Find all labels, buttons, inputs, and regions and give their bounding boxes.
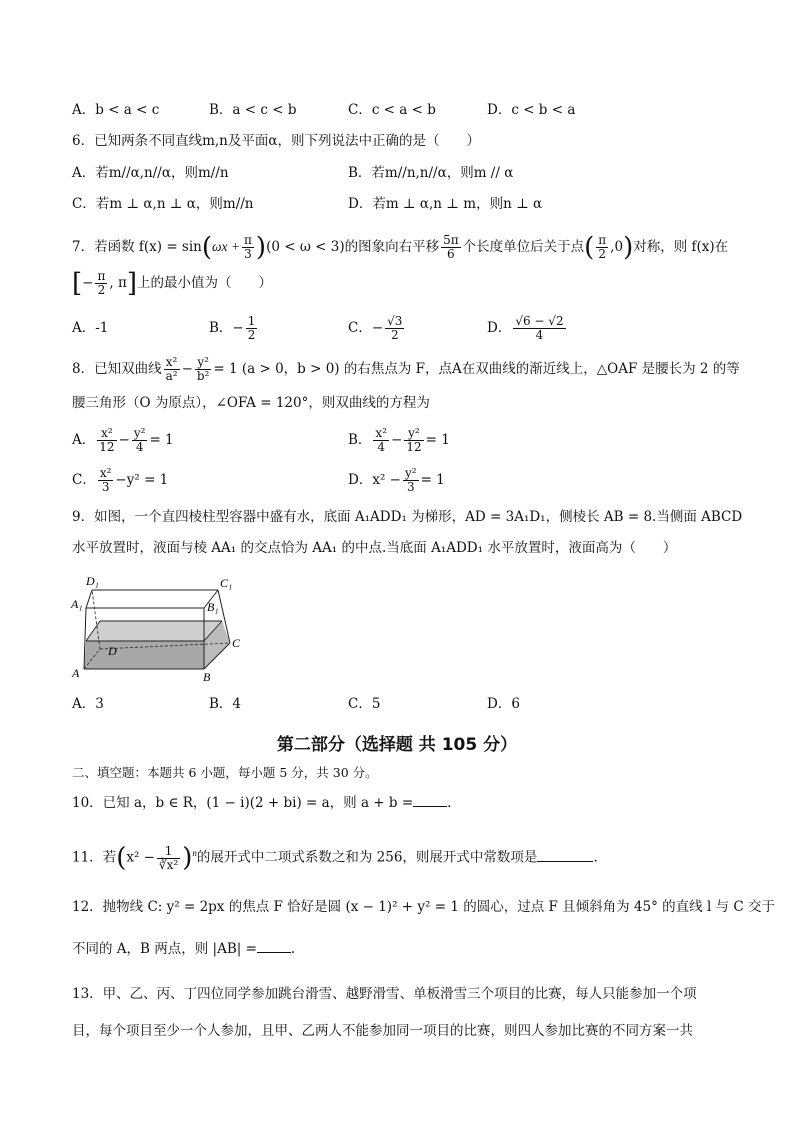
q11-line: 11．若(x² − $\frac{1}{\text{∛x²}}$ )$^n$的展开式中二项式系数之和为 256，则展开式中常数项是 . (72, 843, 598, 873)
label-b: B (203, 670, 211, 683)
q7-option-a: A．-1 (72, 320, 109, 336)
q7-stem-d: 对称，则 f(x)在 (633, 239, 729, 255)
water-top (86, 621, 222, 641)
label-d1: D₁ (86, 574, 99, 588)
q8-stem-line2: 腰三角形（O 为原点），∠OFA = 120°，则双曲线的方程为 (72, 395, 430, 411)
edge-a1-d1 (86, 590, 92, 608)
q5-option-c: C．c < a < b (348, 102, 436, 118)
q5-option-d: D．c < b < a (487, 102, 576, 118)
section2-title: 第二部分（选择题 共 105 分） (276, 735, 518, 755)
q6-option-a: A．若m//α,n//α，则m//n (72, 165, 229, 181)
q9-option-b: B．4 (209, 696, 242, 712)
q6-option-c: C．若m ⊥ α,n ⊥ α，则m//n (72, 196, 254, 212)
q7-stem-e: 上的最小值为（ ） (136, 275, 272, 291)
q7-interval-pi-over-2: $\frac{\pi}{2}$ (97, 269, 106, 297)
q7-stem-line2: [− $\frac{\pi}{2}$ , π]上的最小值为（ ） (72, 268, 272, 299)
label-b1: B₁ (207, 600, 219, 614)
q7-pi-over-3: $\frac{\pi}{3}$ (244, 233, 252, 261)
q10-line: 10．已知 a，b ∈ R，(1 − i)(2 + bi) = a，则 a + b = . (72, 792, 451, 814)
q6-option-b: B．若m//n,n//α，则m // α (348, 165, 514, 181)
q7-option-c: C．− $\frac{√3}{2}$ (348, 314, 403, 342)
q13-line1: 13．甲、乙、丙、丁四位同学参加跳台滑雪、越野滑雪、单板滑雪三个项目的比赛，每人只能参加一个项 (72, 986, 697, 1002)
label-d: D (108, 644, 117, 658)
q8-option-d: D．x² − $\frac{\text{y²}}{3}$ = 1 (348, 466, 445, 494)
label-a1: A₁ (71, 597, 83, 611)
q9-option-c: C．5 (348, 696, 381, 712)
label-c1: C₁ (220, 576, 233, 590)
prism-figure (70, 573, 250, 683)
q5-option-b: B．a < c < b (209, 102, 297, 118)
q7-stem-a: 7．若函数 f(x) = sin (72, 239, 202, 255)
q7-stem-b: (0 < ω < 3)的图象向右平移 (266, 239, 440, 255)
label-a: A (72, 666, 80, 680)
q12-line1: 12．抛物线 C: y² = 2px 的焦点 F 恰好是圆 (x − 1)² + y² = 1 的圆心，过点 F 且倾斜角为 45° 的直线 l 与 C 交于 (72, 899, 775, 915)
q12-line2: 不同的 A，B 两点，则 |AB| = . (72, 938, 295, 960)
q7-option-d: D． $\frac{√6 - √2}{4}$ (487, 314, 564, 342)
q8-option-c: C． $\frac{\text{x²}}{3}$ −y² = 1 (72, 466, 169, 494)
q7-omega-x: ωx + (212, 239, 241, 254)
q8-stem-line1: 8．已知双曲线 $\frac{\text{x²}}{\text{a²}}$ − $\frac{\text{y²}}{\text{b²}}$ = 1 (a > 0，b > 0) 的右焦点为 F，点A在双曲线的渐近线上，△OAF 是腰长为 2 的等 (72, 355, 740, 383)
section2-heading: 二、填空题：本题共 6 小题，每小题 5 分，共 30 分。 (72, 765, 378, 780)
q9-stem-line2: 水平放置时，液面与棱 AA₁ 的交点恰为 AA₁ 的中点.当底面 A₁ADD₁ 水平放置时，液面高为（ ） (72, 540, 677, 556)
label-c: C (232, 636, 241, 650)
q13-line2: 目，每个项目至少一个人参加，且甲、乙两人不能参加同一项目的比赛，则四人参加比赛的不同方案一共 (72, 1023, 693, 1039)
q6-option-d: D．若m ⊥ α,n ⊥ m，则n ⊥ α (348, 196, 543, 212)
q9-option-a: A．3 (72, 696, 104, 712)
q7-point-pi-over-2: $\frac{\pi}{2}$ (598, 233, 607, 261)
q7-option-b: B．− $\frac{1}{2}$ (209, 314, 256, 342)
q9-option-d: D．6 (487, 696, 520, 712)
q7-stem-line1: 7．若函数 f(x) = sin(ωx + $\frac{\pi}{3}$ )(0 < ω < 3)的图象向右平移 $\frac{5\pi}{6}$ 个长度单位后关于点( $\frac{\pi}{2}$ ,0)对称，则 f(x)在 (72, 232, 729, 263)
q7-5pi-over-6: $\frac{5\pi}{6}$ (443, 233, 459, 261)
q5-option-a: A．b < a < c (72, 102, 160, 118)
q8-option-a: A． $\frac{\text{x²}}{12}$ − $\frac{\text{y²}}{4}$ = 1 (72, 426, 174, 454)
q9-stem-line1: 9．如图，一个直四棱柱型容器中盛有水，底面 A₁ADD₁ 为梯形，AD = 3A₁D₁，侧棱长 AB = 8.当侧面 ABCD (72, 509, 743, 525)
q7-stem-c: 个长度单位后关于点 (462, 239, 585, 255)
q6-stem: 6．已知两条不同直线m,n及平面α，则下列说法中正确的是（ ） (72, 133, 480, 149)
q8-option-b: B． $\frac{\text{x²}}{4}$ − $\frac{\text{y²}}{12}$ = 1 (348, 426, 450, 454)
